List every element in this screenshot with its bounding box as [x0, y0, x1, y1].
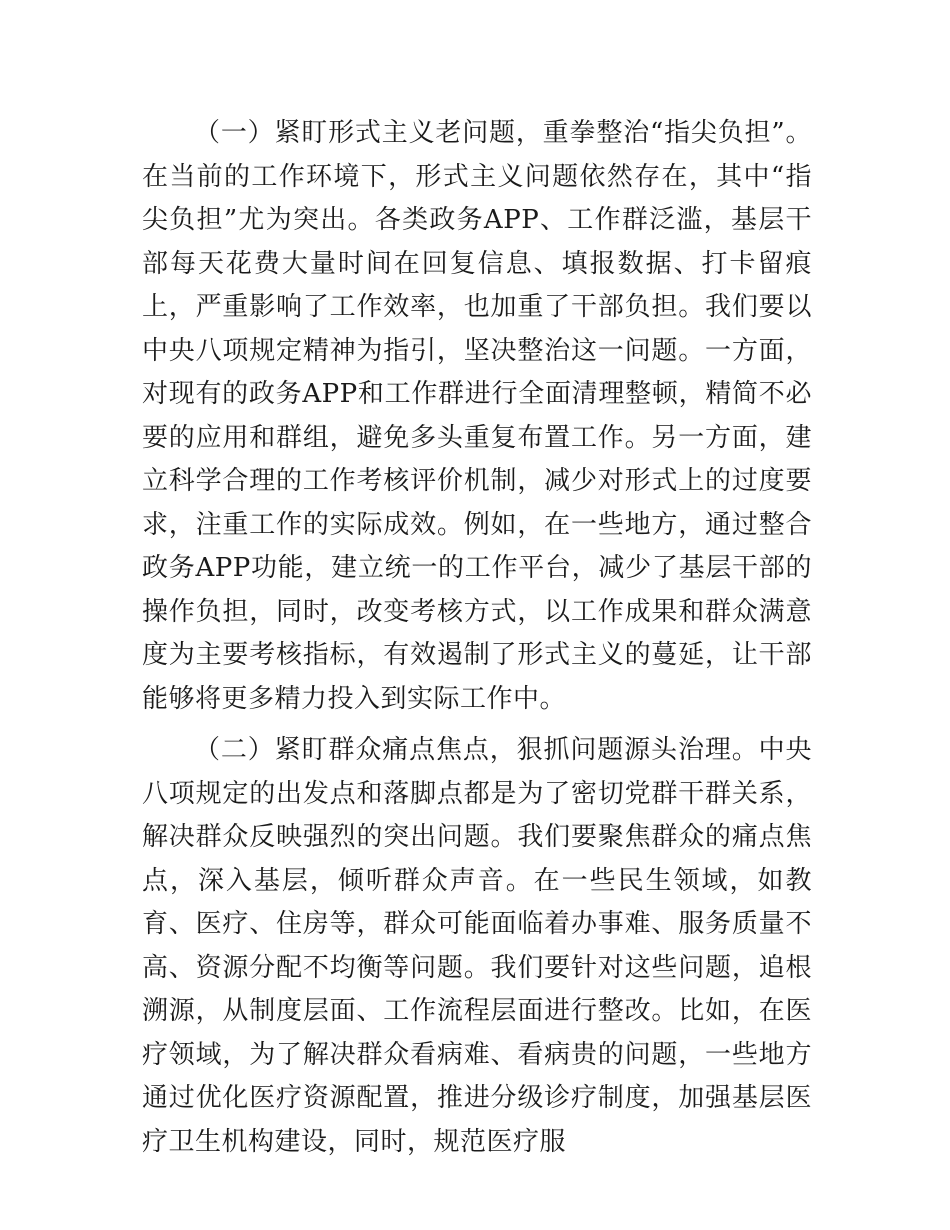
paragraph-public-concerns: （二）紧盯群众痛点焦点，狠抓问题源头治理。中央八项规定的出发点和落脚点都是为了密切党群干群关系，解决群众反映强烈的突出问题。我们要聚焦群众的痛点焦点，深入基层，倾听群众声音。在一些民生领域，如教育、医疗、住房等，群众可能面临着办事难、服务质量不高、资源分配不均衡等问题。我们要针对这些问题，追根溯源，从制度层面、工作流程层面进行整改。比如，在医疗领域，为了解决群众看病难、看病贵的问题，一些地方通过优化医疗资源配置，推进分级诊疗制度，加强基层医疗卫生机构建设，同时，规范医疗服	[142, 735, 812, 1157]
paragraph-formalism: （一）紧盯形式主义老问题，重拳整治“指尖负担”。在当前的工作环境下，形式主义问题依然存在，其中“指尖负担”尤为突出。各类政务APP、工作群泛滥，基层干部每天花费大量时间在回复信息、填报数据、打卡留痕上，严重影响了工作效率，也加重了干部负担。我们要以中央八项规定精神为指引，坚决整治这一问题。一方面，对现有的政务APP和工作群进行全面清理整顿，精简不必要的应用和群组，避免多头重复布置工作。另一方面，建立科学合理的工作考核评价机制，减少对形式上的过度要求，注重工作的实际成效。例如，在一些地方，通过整合政务APP功能，建立统一的工作平台，减少了基层干部的操作负担，同时，改变考核方式，以工作成果和群众满意度为主要考核指标，有效遏制了形式主义的蔓延，让干部能够将更多精力投入到实际工作中。	[142, 118, 812, 714]
document-body	[142, 112, 812, 1172]
